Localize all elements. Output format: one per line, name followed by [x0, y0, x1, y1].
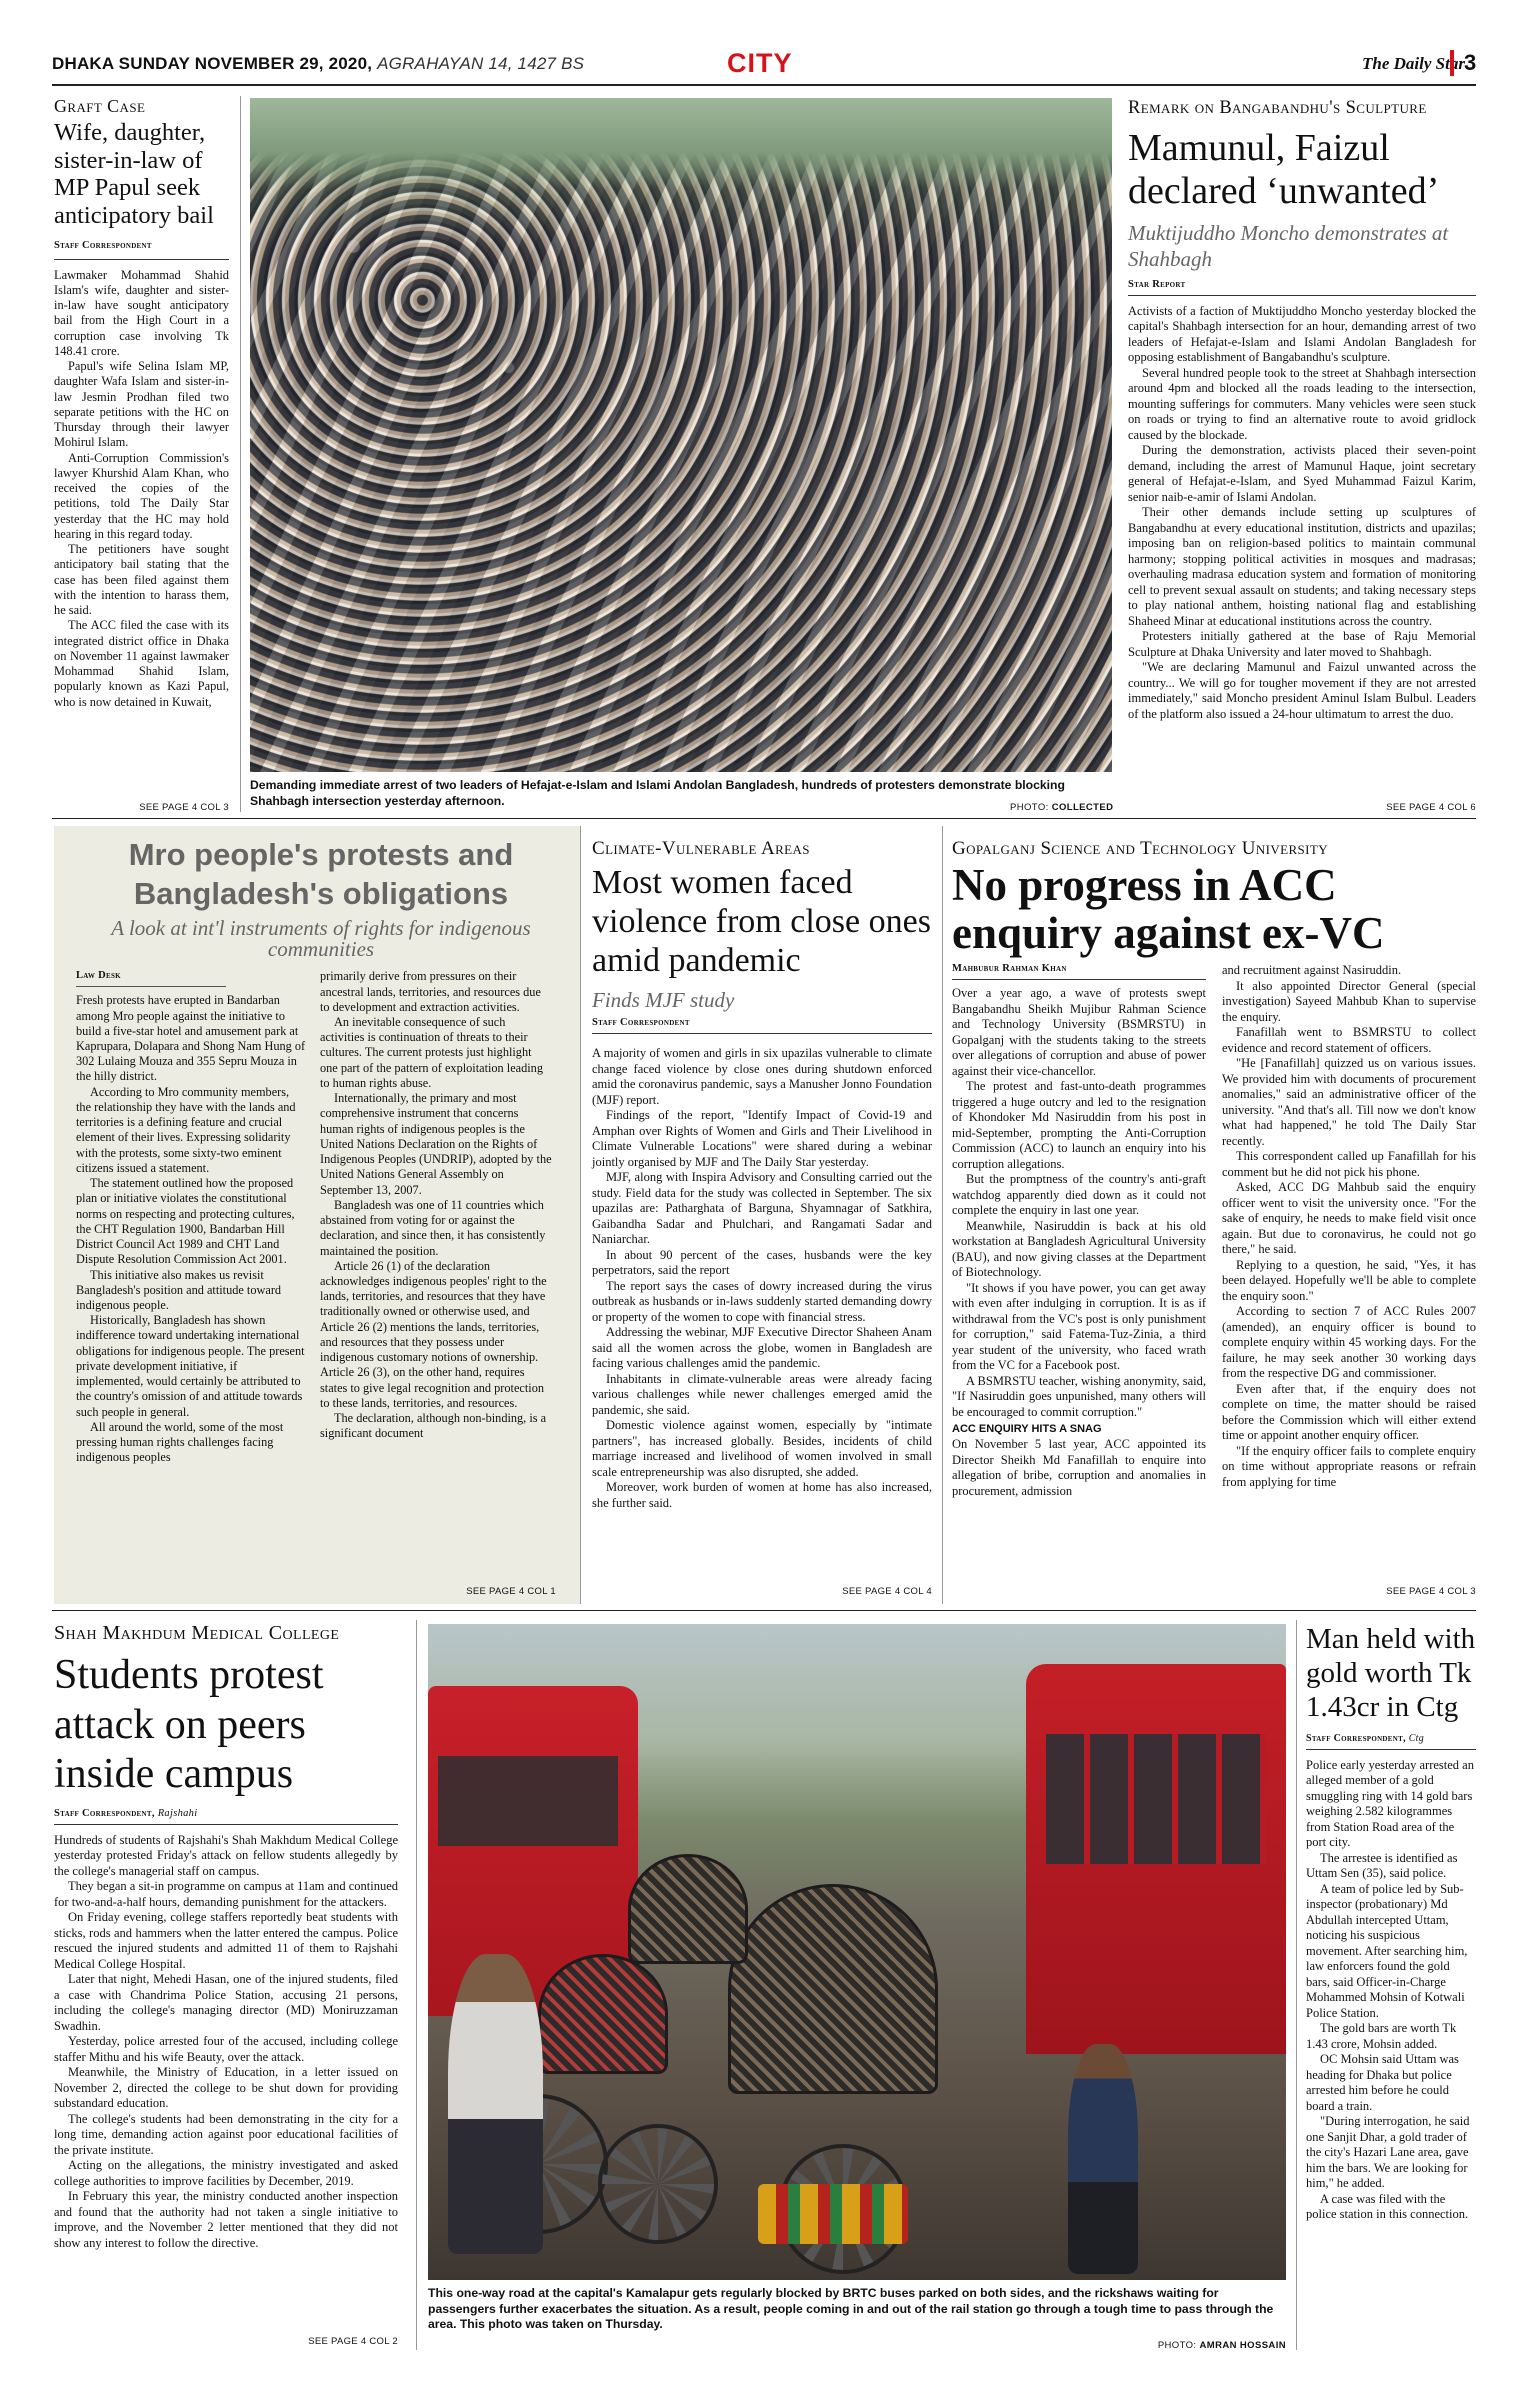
paragraph: The college's students had been demonstrating in the city for a long time, demanding action against poor educational facilities of the private institute.: [54, 2111, 398, 2157]
paragraph: All around the world, some of the most pressing human rights challenges facing indigenous peoples: [76, 1419, 284, 1465]
column-divider: [1296, 1620, 1297, 2350]
rickshaw-hood: [538, 1954, 668, 2074]
kicker: Gopalganj Science and Technology University: [952, 838, 1329, 859]
photo-caption: Demanding immediate arrest of two leaders of Hefajat-e-Islam and Islami Andolan Bangladesh, hundreds of protesters demonstrate blocking Shahbagh intersection yesterday afternoon.: [250, 778, 1065, 808]
paragraph: "During interrogation, he said one Sanjit Dhar, a gold trader of the city's Hazari Lane area, gave him the bars. We are looking for him," he added.: [1306, 2114, 1470, 2191]
section-rule: [52, 1610, 1476, 1611]
headline: Mamunul, Faizul declared ‘unwanted’: [1128, 127, 1440, 212]
paragraph: Fanafillah went to BSMRSTU to collect evidence and record statement of officers.: [1222, 1025, 1476, 1055]
byline: Staff Correspondent: [592, 1017, 690, 1029]
masthead-rule: [52, 84, 1476, 86]
jump-line: SEE PAGE 4 COL 3: [139, 802, 229, 813]
paragraph: Findings of the report, "Identify Impact of Covid-19 and Amphan over Rights of Women and Girls and Their Livelihood in Climate Vulnerable Locations" were shared during a webinar jointly organised by MJF and The Daily Star yesterday.: [592, 1108, 932, 1169]
article-column: [1222, 963, 1476, 1499]
paragraph: The statement outlined how the proposed plan or initiative violates the constitutional norms on respecting and protecting cultures, the CHT Regulation 1900, Bandarban Hill District Council Act 1989 and CHT Land Dispute Resolution Commission Act 2001.: [76, 1176, 295, 1267]
byline: Staff Correspondent, Rajshahi: [54, 1807, 198, 1819]
paragraph: This initiative also makes us revisit Bangladesh's position and attitude toward indigenous people.: [76, 1267, 282, 1312]
column-divider: [942, 826, 943, 1604]
section-name: CITY: [727, 48, 793, 78]
paragraph: On Friday evening, college staffers reportedly beat students with sticks, rods and hammers when the latter entered the campus. Police rescued the injured students and admitted 11 of them to Rajshahi Medical College Hospital.: [54, 1910, 398, 1971]
rickshaw-puller: [448, 1954, 543, 2254]
paragraph: Police early yesterday arrested an alleged member of a gold smuggling ring with 14 gold bars weighing 2.582 kilogrammes from Station Road area of the port city.: [1306, 1757, 1474, 1850]
paragraph: Several hundred people took to the street at Shahbagh intersection around 4pm and blocked all the roads leading to the intersection, mounting sufferings for commuters. Many vehicles were seen stuck on roads or trying to find an alternative route to avoid gridlock caused by the blockade.: [1128, 365, 1476, 442]
paragraph: Moreover, work burden of women at home has also increased, she further said.: [592, 1480, 932, 1510]
subhead: ACC ENQUIRY HITS A SNAG: [952, 1423, 1102, 1436]
paragraph: According to Mro community members, the relationship they have with the lands and territories is a defining feature and crucial element of their lives. Expressing solidarity with the protests, some sixty-two eminent citizens issued a statement.: [76, 1084, 296, 1175]
article-sculpture: [1128, 98, 1476, 722]
paragraph: Internationally, the primary and most comprehensive instrument that concerns human rights of indigenous peoples is the United Nations Declaration on the Rights of Indigenous Peoples (UNDRIP), adopted by the United Nations General Assembly on September 13, 2007.: [320, 1091, 552, 1197]
deck: Muktijuddho Moncho demonstrates at Shahbagh: [1128, 221, 1449, 272]
article-mro: [76, 836, 566, 1466]
section-rule: [52, 818, 1476, 819]
paragraph: Meanwhile, the Ministry of Education, in a letter issued on November 2, directed the college to be shut down for providing substandard education.: [54, 2065, 398, 2111]
paragraph: "It shows if you have power, you can get away with even after indulging in corruption. It is as if withdrawal from the VC's post is only punishment for corruption," said Fatema-Tuz-Zinia, a third year student of the university, who faced wrath from the VC for a Facebook post.: [952, 1280, 1206, 1373]
paragraph: The report says the cases of dowry increased during the virus outbreak as husbands or in-laws suddenly started demanding dowry or property of the women to cope with financial stress.: [592, 1278, 932, 1324]
paragraph: Over a year ago, a wave of protests swept Bangabandhu Sheikh Mujibur Rahman Science and Technology University (BSMRSTU) in Gopalganj with the students taking to the streets over allegations of corruption and abuse of power against their vice-chancellor.: [952, 986, 1206, 1078]
paragraph: OC Mohsin said Uttam was heading for Dhaka but police arrested him before he could board a train.: [1306, 2052, 1459, 2113]
bus-right: [1026, 1664, 1286, 2054]
paragraph: Later that night, Mehedi Hasan, one of the injured students, filed a case with Chandrima Police Station, accusing 21 persons, including the college's managing director (MD) Moniruzzaman Swadhin.: [54, 1972, 398, 2033]
paragraph: A majority of women and girls in six upazilas vulnerable to climate change faced violence by close ones during shutdown enforced amid the coronavirus pandemic, says a Manusher Jonno Foundation (MJF) report.: [592, 1046, 932, 1107]
article-body: [54, 1833, 398, 2252]
paragraph: Article 26 (1) of the declaration acknowledges indigenous peoples' right to the lands, territories, and resources that they have traditionally owned or otherwise used, and Article 26 (2) mentions the lands, territories, and resources that they possess under indigenous customary notions of ownership. Article 26 (3), on the other hand, requires states to give legal recognition and protection to these lands, territories, and resources.: [320, 1258, 547, 1410]
headline: Wife, daughter, sister-in-law of MP Papul seek anticipatory bail: [54, 119, 214, 230]
article-acc: [952, 838, 1476, 1499]
kicker: Remark on Bangabandhu's Sculpture: [1128, 98, 1427, 118]
kicker: Climate-Vulnerable Areas: [592, 838, 810, 859]
paragraph: The declaration, although non-binding, is a significant document: [320, 1411, 547, 1441]
jump-line: SEE PAGE 4 COL 1: [466, 1586, 556, 1597]
article-gold: [1306, 1622, 1476, 2223]
paragraph: Replying to a question, he said, "Yes, it has been delayed. Hopefully we'll be able to complete the enquiry soon.": [1222, 1257, 1476, 1303]
paragraph: Domestic violence against women, especially by "intimate partners", has increased globally. Besides, incidents of child marriage increased and livelihood of women involved in small scale entrepreneurship was also disrupted, she added.: [592, 1418, 932, 1479]
article-women: [592, 838, 932, 1511]
article-graft: [54, 96, 229, 710]
paragraph: Their other demands include setting up sculptures of Bangabandhu at every educational institution, districts and upazilas; imposing ban on religion-based politics to maintain communal harmony; stopping political activities in mosques and madrasas; overhauling madrasa education system and formation of monitoring cell to prevent sexual assault on students; and taking necessary steps to play national anthem, hoisting national flag and establishing Shaheed Minar at educational institutions across the country.: [1128, 505, 1476, 628]
paragraph: Protesters initially gathered at the base of Raju Memorial Sculpture at Dhaka University and later moved to Shahbagh.: [1128, 629, 1476, 659]
byline: Staff Correspondent: [54, 239, 152, 251]
paragraph: Anti-Corruption Commission's lawyer Khurshid Alam Khan, who received the copies of the petitions, told The Daily Star yesterday that the HC may hold hearing in this regard today.: [54, 450, 229, 541]
paragraph: Papul's wife Selina Islam MP, daughter Wafa Islam and sister-in-law Jesmin Prodhan filed two separate petitions with the HC on Thursday through their lawyer Mohirul Islam.: [54, 359, 229, 450]
photo-caption: This one-way road at the capital's Kamalapur gets regularly blocked by BRTC buses parked on both sides, and the rickshaws waiting for passengers further exacerbates the situation. As a result, people coming in and out of the rail station go through a tough time to pass through the area. This photo was taken on Thursday.: [428, 2286, 1274, 2332]
paragraph: Hundreds of students of Rajshahi's Shah Makhdum Medical College yesterday protested Friday's attack on fellow students allegedly by the college's managerial staff on campus.: [54, 1832, 398, 1878]
dateline: DHAKA SUNDAY NOVEMBER 29, 2020, AGRAHAYAN 14, 1427 BS: [52, 54, 585, 73]
paragraph: The ACC filed the case with its integrated district office in Dhaka on November 11 against lawmaker Mohammad Shahid Islam, popularly known as Kazi Papul, who is now detained in Kuwait,: [54, 618, 229, 709]
paragraph: "We are declaring Mamunul and Faizul unwanted across the country... We will go for tougher movement if they are not arrested immediately," said Moncho president Aminul Islam Bulbul. Leaders of the platform also issued a 24-hour ultimatum to arrest the duo.: [1128, 660, 1476, 721]
paragraph: Activists of a faction of Muktijuddho Moncho yesterday blocked the capital's Shahbagh intersection for an hour, demanding arrest of two leaders of Hefajat-e-Islam and Islami Andolan Bangladesh for opposing establishment of Bangabandhu's sculpture.: [1128, 303, 1476, 365]
paragraph: primarily derive from pressures on their ancestral lands, territories, and resources due to development and extraction activities.: [320, 969, 541, 1014]
paragraph: Lawmaker Mohammad Shahid Islam's wife, daughter and sister-in-law have sought anticipatory bail from the High Court in a corruption case involving Tk 148.41 crore.: [54, 267, 229, 358]
paragraph: An inevitable consequence of such activities is continuation of threats to their cultures. The current protests just highlight one part of the pattern of exploitation leading to human rights abuse.: [320, 1015, 543, 1090]
headline: Students protest attack on peers inside campus: [54, 1652, 324, 1798]
article-column: [952, 963, 1206, 1499]
rickshaw-hood: [628, 1854, 748, 1964]
paragraph: They began a sit-in programme on campus at 11am and continued for two-and-a-half hours, demanding punishment for the attackers.: [54, 1879, 398, 1909]
headline: Mro people's protests and Bangladesh's obligations: [128, 837, 514, 911]
kicker: Graft Case: [54, 96, 146, 116]
paragraph: But the promptness of the country's anti-graft watchdog apparently died down as it could not complete the enquiry in last one year.: [952, 1172, 1206, 1218]
article-body: [592, 1046, 932, 1511]
paragraph: The arrestee is identified as Uttam Sen (35), said police.: [1306, 1850, 1458, 1881]
paragraph: Acting on the allegations, the ministry investigated and asked college authorities to improve facilities by December, 2019.: [54, 2158, 398, 2188]
paragraph: Even after that, if the enquiry does not complete on time, the matter should be raised before the Commission which will either extend time or appoint another enquiry officer.: [1222, 1381, 1476, 1443]
pedestrian: [1068, 2044, 1138, 2274]
paragraph: This correspondent called up Fanafillah for his comment but he did not pick his phone.: [1222, 1149, 1476, 1179]
paragraph: In February this year, the ministry conducted another inspection and found that the authority had not taken a single initiative to improve, and the November 2 letter mentioned that they did not show any interest to follow the directive.: [54, 2189, 398, 2250]
headline: No progress in ACC enquiry against ex-VC: [952, 860, 1385, 958]
deck: Finds MJF study: [592, 988, 735, 1013]
deck: A look at int'l instruments of rights for indigenous communities: [111, 915, 531, 961]
protest-photo: [250, 98, 1112, 772]
paragraph: The petitioners have sought anticipatory bail stating that the case has been filed against them with the intention to harass them, he said.: [54, 542, 229, 618]
paragraph: In about 90 percent of the cases, husbands were the key perpetrators, said the report: [592, 1247, 932, 1278]
paragraph: Bangladesh was one of 11 countries which abstained from voting for or against the declaration, and since then, it has consistently maintained the position.: [320, 1197, 546, 1258]
article-body: [54, 268, 229, 710]
article-students: [54, 1622, 398, 2251]
headline: Man held with gold worth Tk 1.43cr in Ctg: [1306, 1623, 1476, 1724]
column-divider: [240, 96, 241, 812]
paragraph: Historically, Bangladesh has shown indifference toward undertaking international obligations for indigenous people. The present private development initiative, if implemented, would certainly be attributed to the country's omission of and attitude towards such people in general.: [76, 1313, 305, 1419]
paragraph: Fresh protests have erupted in Bandarban among Mro people against the initiative to build a five-star hotel and amusement park at Kaprupara, Dolapara and Shong Nam Hung of 302 Lulaing Mouza and 355 Sepru Mouza in the hilly district.: [76, 993, 306, 1084]
masthead: [52, 48, 1476, 82]
paragraph: Meanwhile, Nasiruddin is back at his old workstation at Bangladesh Agricultural University (BAU), and now giving classes at the Department of Biotechnology.: [952, 1218, 1206, 1280]
paragraph: A team of police led by Sub-inspector (probationary) Md Abdullah intercepted Uttam, noticing his suspicious movement. After searching him, law enforcers found the gold bars, said Officer-in-Charge Mohammed Mohsin of Kotwali Police Station.: [1306, 1881, 1468, 2020]
article-column: [320, 969, 552, 1465]
byline: Law Desk: [76, 970, 121, 982]
paragraph: and recruitment against Nasiruddin.: [1222, 963, 1402, 978]
paragraph: "If the enquiry officer fails to complete enquiry on time without appropriate reasons or refrain from applying for time: [1222, 1443, 1476, 1489]
paragraph: Addressing the webinar, MJF Executive Director Shaheen Anam said all the women across the globe, women in Bangladesh are facing various challenges amid the pandemic.: [592, 1325, 932, 1371]
headline: Most women faced violence from close ones amid pandemic: [592, 864, 931, 979]
paragraph: A BSMRSTU teacher, wishing anonymity, said, "If Nasiruddin goes unpunished, many others will be encouraged to commit corruption.": [952, 1373, 1206, 1419]
paper-logo: The Daily Star: [1362, 54, 1465, 73]
kicker: Shah Makhdum Medical College: [54, 1622, 340, 1644]
paragraph: On November 5 last year, ACC appointed its Director Sheikh Md Fanafillah to enquire into allegation of bribe, corruption and anomalies in procurement, admission: [952, 1437, 1206, 1498]
byline: Star Report: [1128, 278, 1186, 290]
paragraph: Inhabitants in climate-vulnerable areas were already facing various challenges while newer challenges emerged amid the pandemic, she said.: [592, 1371, 932, 1417]
rickshaw-hood: [728, 1884, 938, 2094]
page-number: 3: [1450, 50, 1476, 76]
byline: Staff Correspondent, Ctg: [1306, 1732, 1425, 1744]
paragraph: The gold bars are worth Tk 1.43 crore, Mohsin added.: [1306, 2021, 1457, 2051]
paragraph: A case was filed with the police station in this connection.: [1306, 2191, 1469, 2222]
photo-credit: PHOTO: COLLECTED: [1010, 802, 1114, 813]
article-body: [1128, 304, 1476, 723]
byline: Mahbubur Rahman Khan: [952, 963, 1067, 975]
paragraph: It also appointed Director General (special investigation) Sayeed Mahbub Khan to supervise the enquiry.: [1222, 978, 1476, 1024]
jump-line: SEE PAGE 4 COL 2: [308, 2336, 398, 2347]
photo-credit: PHOTO: AMRAN HOSSAIN: [1157, 2340, 1286, 2351]
traffic-photo: [428, 1624, 1286, 2280]
paragraph: According to section 7 of ACC Rules 2007 (amended), an enquiry officer is bound to complete enquiry within 45 working days. For the failure, he may seek another 30 working days from the respective DG and commissioner.: [1222, 1304, 1476, 1381]
column-divider: [416, 1620, 417, 2350]
article-column: [76, 993, 306, 1465]
paragraph: Yesterday, police arrested four of the accused, including college staffer Mithu and his wife Beauty, over the attack.: [54, 2034, 398, 2064]
paragraph: During the demonstration, activists placed their seven-point demand, including the arrest of Mamunul Haque, joint secretary general of Hefajat-e-Islam, and Syed Muhammad Faizul Karim, senior naib-e-amir of Islami Andolan.: [1128, 443, 1476, 504]
jump-line: SEE PAGE 4 COL 3: [1386, 1586, 1476, 1597]
article-body: [1306, 1758, 1476, 2223]
paragraph: Asked, ACC DG Mahbub said the enquiry officer went to visit the university once. "For the sake of enquiry, he needs to make field visit once again. But due to coronavirus, he could not go there," he said.: [1222, 1180, 1476, 1257]
jump-line: SEE PAGE 4 COL 4: [842, 1586, 932, 1597]
paragraph: The protest and fast-unto-death programmes triggered a huge outcry and led to the resignation of Khondoker Md Nasiruddin from his post in mid-September, prompting the Anti-Corruption Commission (ACC) to launch an enquiry into his corruption allegations.: [952, 1079, 1206, 1171]
paragraph: "He [Fanafillah] quizzed us on various issues. We provided him with documents of procurement anomalies," said an administrative officer of the university. "And that's all. Till now we don't know what had happened," he told The Daily Star recently.: [1222, 1056, 1476, 1148]
paragraph: MJF, along with Inspira Advisory and Consulting carried out the study. Field data for the study was collected in September. The six upazilas are: Patharghata of Barguna, Shyamnagar of Satkhira, Gaibandha Sadar and Phulchari, and Rangamati Sadar and Naniarchar.: [592, 1170, 932, 1247]
column-divider: [580, 826, 581, 1604]
rickshaw-seat-decor: [758, 2184, 908, 2244]
jump-line: SEE PAGE 4 COL 6: [1386, 802, 1476, 813]
rickshaw-wheel: [598, 2124, 718, 2244]
